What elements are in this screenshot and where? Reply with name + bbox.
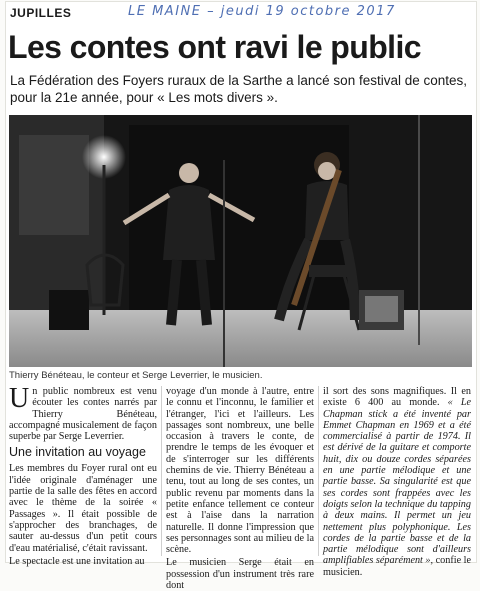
lede [10,72,470,106]
column-3 [323,386,472,578]
subheading: Une invitation au voyage [9,445,146,460]
article-body [9,383,472,591]
quote-text: « Le Chapman stick a été inventé par Emmet Chapman en 1969 et a été commercialisé à partir de 1974. Il est dérivé de la guitare et comporte huit, dix ou douze cordes séparées en une partie mélodique et une partie basse. Sa singularité est que ses cordes sont frappées avec les doigts selon la technique du tapping à deux mains. Il permet un jeu nettement plus polyphonique. Les cordes de la partie basse et de la partie mélodique sont d'ailleurs amplifiables séparément », [323,397,472,567]
dropcap: U [9,383,30,414]
column-2 [166,386,314,591]
handwritten-note: LE MAINE – jeudi 19 octobre 2017 [128,4,396,19]
paragraph [9,383,157,443]
article-photo [9,115,472,367]
photo-caption: Thierry Bénéteau, le conteur et Serge Leverrier, le musicien. [9,370,263,381]
stage-photo-illustration [9,115,472,367]
paragraph: Le musicien Serge était en possession d'un instrument très rare dont [166,557,314,591]
paragraph: Le spectacle est une invitation au [9,555,145,567]
paragraph-text: il sort des sons magnifiques. Il en existe 6 400 au monde. [323,386,471,409]
section-label: JUPILLES [10,6,72,20]
lede-line-1: La Fédération des Foyers ruraux de la Sarthe a lancé son festival de contes, [10,73,468,88]
paragraph: voyage d'un monde à l'autre, entre le connu et l'inconnu, le familier et l'étranger, l'ici et l'ailleurs. Les passages sont nombreux, une belle occasion à travers le conte, de prendre le temps de les évoquer et de s'interroger sur les différents chemins de vie. Thierry Bénéteau a tenu, tout au long de ses contes, un public revenu par moments dans la petite enfance tellement ce conteur est à l'aise dans la narration naturelle. Il donne l'impression que ses personnages sont au milieu de la scène. [166,386,314,556]
paragraph-text: confie le musicien. [323,555,471,578]
paragraph-text: n public nombreux est venu écouter les contes narrés par Thierry Bénéteau, accompagné musicalement de façon superbe par Serge Leverrier. [9,386,157,443]
column-1 [9,383,157,567]
headline: Les contes ont ravi le public [8,29,421,65]
paragraph [323,386,471,578]
lede-line-2: pour la 21e année, pour « Les mots divers ». [10,90,278,105]
paragraph: Les membres du Foyer rural ont eu l'idée originale d'aménager une partie de la salle des fêtes en accord avec le thème de la soirée « Passages ». Il était possible de s'approcher des branchages, de sauter au-dessus d'un petit cours d'eau matérialisé, c'était ravissant. [9,463,157,554]
